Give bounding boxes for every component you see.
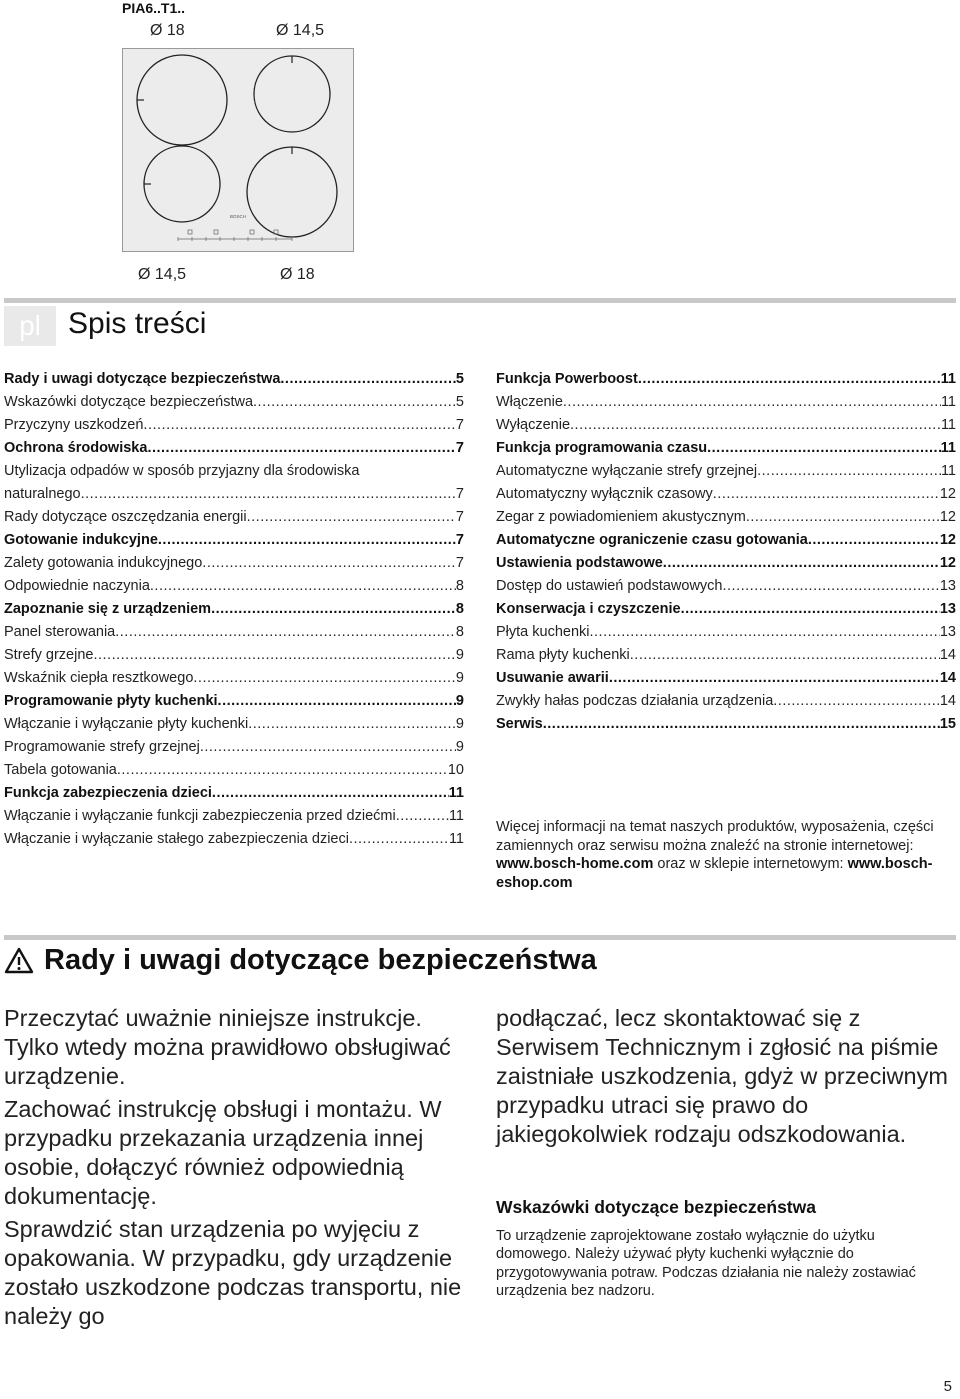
toc-entry[interactable]: Funkcja programowania czasu ..... 11 [496,437,956,460]
toc-left-column [4,368,464,851]
toc-entry[interactable]: Funkcja zabezpieczenia dzieci ..... 11 [4,782,464,805]
toc-entry[interactable]: Programowanie strefy grzejnej ..... 9 [4,736,464,759]
toc-entry[interactable]: Rady i uwagi dotyczące bezpieczeństwa ..... 5 [4,368,464,391]
toc-entry[interactable]: Utylizacja odpadów w sposób przyjazny dla środowiska naturalnego ..... 7 [4,460,464,506]
toc-entry[interactable]: Panel sterowania ..... 8 [4,621,464,644]
toc-entry[interactable]: Konserwacja i czyszczenie ..... 13 [496,598,956,621]
safety-title: Rady i uwagi dotyczące bezpieczeństwa [44,944,597,976]
toc-entry[interactable]: Rama płyty kuchenki ..... 14 [496,644,956,667]
toc-entry[interactable]: Automatyczne ograniczenie czasu gotowania ..... 12 [496,529,956,552]
toc-entry[interactable]: Tabela gotowania ..... 10 [4,759,464,782]
toc-entry[interactable]: Zegar z powiadomieniem akustycznym ..... 12 [496,506,956,529]
toc-entry[interactable]: Płyta kuchenki ..... 13 [496,621,956,644]
section-divider-toc [4,298,956,303]
toc-entry[interactable]: Programowanie płyty kuchenki ..... 9 [4,690,464,713]
diameter-label-bottom-right: Ø 18 [280,266,315,283]
paragraph: Zachować instrukcję obsługi i montażu. W przypadku przekazania urządzenia innej osobie, dołączyć również odpowiednią dokumentację. [4,1096,442,1209]
toc-entry[interactable]: Automatyczne wyłączanie strefy grzejnej ..... 11 [496,460,956,483]
paragraph: podłączać, lecz skontaktować się z Serwisem Technicznym i zgłosić na piśmie zaistniałe uszkodzenia, gdyż w przeciwnym przypadku utraci się prawo do jakiegokolwiek rodzaju odszkodowania. [496,1005,948,1147]
toc-entry[interactable]: Wskaźnik ciepła resztkowego ..... 9 [4,667,464,690]
section-divider-safety [4,935,956,940]
paragraph: Sprawdzić stan urządzenia po wyjęciu z opakowania. W przypadku, gdy urządzenie zostało uszkodzone podczas transportu, nie należy go [4,1216,462,1329]
toc-entry[interactable]: Przyczyny uszkodzeń ..... 7 [4,414,464,437]
safety-sub-paragraph: To urządzenie zaprojektowane zostało wyłącznie do użytku domowego. Należy używać płyty kuchenki wyłącznie do przygotowywania potraw. Podczas działania nie należy zostawiać urządzenia bez nadzoru. [496,1228,916,1299]
toc-entry[interactable]: Ochrona środowiska ..... 7 [4,437,464,460]
safety-section-heading [4,944,597,977]
eshop-link[interactable]: www.bosch-eshop.com [496,856,933,891]
more-info-paragraph [496,818,946,892]
safety-right-column [496,1004,956,1153]
warning-icon [4,947,34,974]
toc-entry[interactable]: Dostęp do ustawień podstawowych ..... 13 [496,575,956,598]
toc-entry[interactable]: Włączanie i wyłączanie stałego zabezpieczenia dzieci ..... 11 [4,828,464,851]
toc-entry[interactable]: Strefy grzejne ..... 9 [4,644,464,667]
page-number: 5 [943,1378,952,1395]
toc-entry[interactable]: Zapoznanie się z urządzeniem ..... 8 [4,598,464,621]
safety-subheading: Wskazówki dotyczące bezpieczeństwa [496,1197,816,1217]
language-tag: pl [4,306,56,346]
toc-entry[interactable]: Wyłączenie ..... 11 [496,414,956,437]
diameter-label-top-right: Ø 14,5 [276,22,325,39]
website-link[interactable]: www.bosch-home.com [496,856,654,872]
toc-entry[interactable]: Zwykły hałas podczas działania urządzenia ..... 14 [496,690,956,713]
diameter-label-bottom-left: Ø 14,5 [138,266,187,283]
diameter-label-top-left: Ø 18 [150,22,185,39]
toc-entry[interactable]: Odpowiednie naczynia ..... 8 [4,575,464,598]
toc-entry[interactable]: Włączenie ..... 11 [496,391,956,414]
toc-entry[interactable]: Wskazówki dotyczące bezpieczeństwa ..... 5 [4,391,464,414]
toc-title: Spis treści [68,307,207,340]
hob-diagram [122,48,354,252]
toc-right-column [496,368,956,736]
toc-entry[interactable]: Automatyczny wyłącznik czasowy ..... 12 [496,483,956,506]
toc-entry[interactable]: Ustawienia podstawowe ..... 12 [496,552,956,575]
toc-entry[interactable]: Włączanie i wyłączanie funkcji zabezpieczenia przed dziećmi ..... 11 [4,805,464,828]
paragraph: Przeczytać uważnie niniejsze instrukcje. Tylko wtedy można prawidłowo obsługiwać urządzenie. [4,1005,451,1089]
toc-entry[interactable]: Zalety gotowania indukcyjnego ..... 7 [4,552,464,575]
model-code: PIA6..T1.. [122,0,186,16]
info-text: Więcej informacji na temat naszych produktów, wyposażenia, części zamiennych oraz serwisu można znaleźć na stronie internetowej: [496,819,934,854]
safety-left-column [4,1004,474,1335]
info-text: oraz w sklepie internetowym: [653,856,848,872]
toc-entry[interactable]: Rady dotyczące oszczędzania energii ..... 7 [4,506,464,529]
toc-entry[interactable]: Serwis ..... 15 [496,713,956,736]
toc-entry[interactable]: Funkcja Powerboost ..... 11 [496,368,956,391]
toc-entry[interactable]: Gotowanie indukcyjne ..... 7 [4,529,464,552]
toc-entry[interactable]: Usuwanie awarii ..... 14 [496,667,956,690]
hob-brand: BOSCH [229,214,247,219]
toc-entry[interactable]: Włączanie i wyłączanie płyty kuchenki ..... 9 [4,713,464,736]
